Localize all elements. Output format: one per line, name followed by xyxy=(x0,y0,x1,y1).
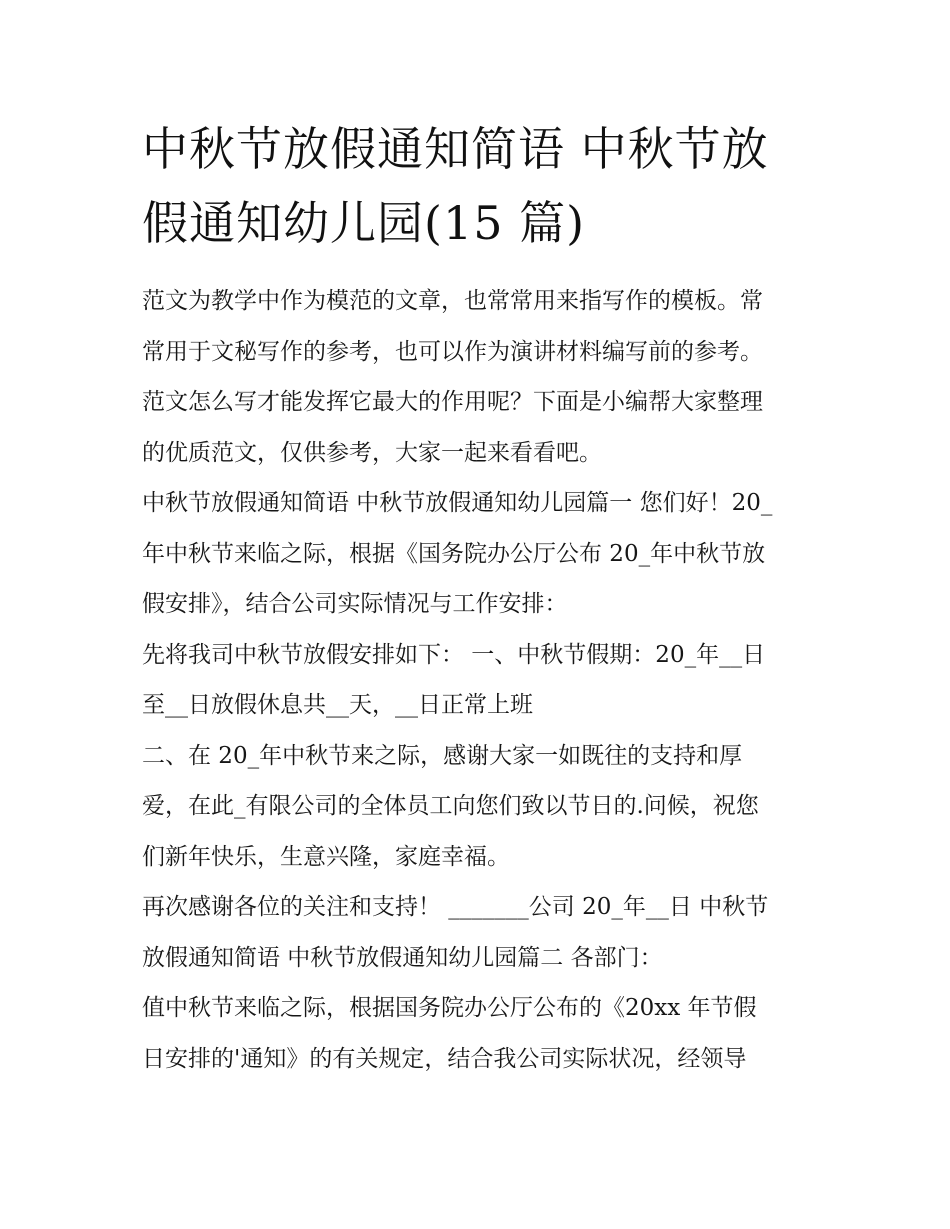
document-body xyxy=(142,276,822,1084)
body-line: 值中秋节来临之际，根据国务院办公厅公布的《20xx 年节假 xyxy=(142,995,757,1021)
body-line: 再次感谢各位的关注和支持！ _______公司 20_年__日 中秋节 xyxy=(142,894,769,920)
body-line: 范文为教学中作为模范的文章，也常常用来指写作的模板。常 xyxy=(142,288,763,314)
body-line: 先将我司中秋节放假安排如下： 一、中秋节假期：20_年__日 xyxy=(142,641,766,668)
body-line: 二、在 20_年中秋节来之际，感谢大家一如既往的支持和厚 xyxy=(142,742,743,769)
body-line: 至__日放假休息共__天，__日正常上班 xyxy=(142,692,533,718)
body-line: 范文怎么写才能发挥它最大的作用呢？下面是小编帮大家整理 xyxy=(142,389,763,415)
body-line: 们新年快乐，生意兴隆，家庭幸福。 xyxy=(142,843,510,870)
title-line-1: 中秋节放假通知简语 中秋节放 xyxy=(142,122,769,176)
body-line: 日安排的'通知》的有关规定，结合我公司实际状况，经领导 xyxy=(142,1045,747,1072)
body-line: 常用于文秘写作的参考，也可以作为演讲材料编写前的参考。 xyxy=(142,338,763,365)
body-line: 假安排》，结合公司实际情况与工作安排： xyxy=(142,591,568,617)
body-line: 年中秋节来临之际，根据《国务院办公厅公布 20_年中秋节放 xyxy=(142,540,766,567)
body-line: 爱，在此_有限公司的全体员工向您们致以节日的.问候，祝您 xyxy=(142,793,759,819)
body-line: 的优质范文，仅供参考，大家一起来看看吧。 xyxy=(142,439,602,466)
body-line: 中秋节放假通知简语 中秋节放假通知幼儿园篇一 您们好！20_ xyxy=(142,490,773,516)
document-title xyxy=(142,112,822,260)
body-line: 放假通知简语 中秋节放假通知幼儿园篇二 各部门： xyxy=(142,944,663,971)
title-line-2: 假通知幼儿园(15 篇) xyxy=(142,196,586,250)
